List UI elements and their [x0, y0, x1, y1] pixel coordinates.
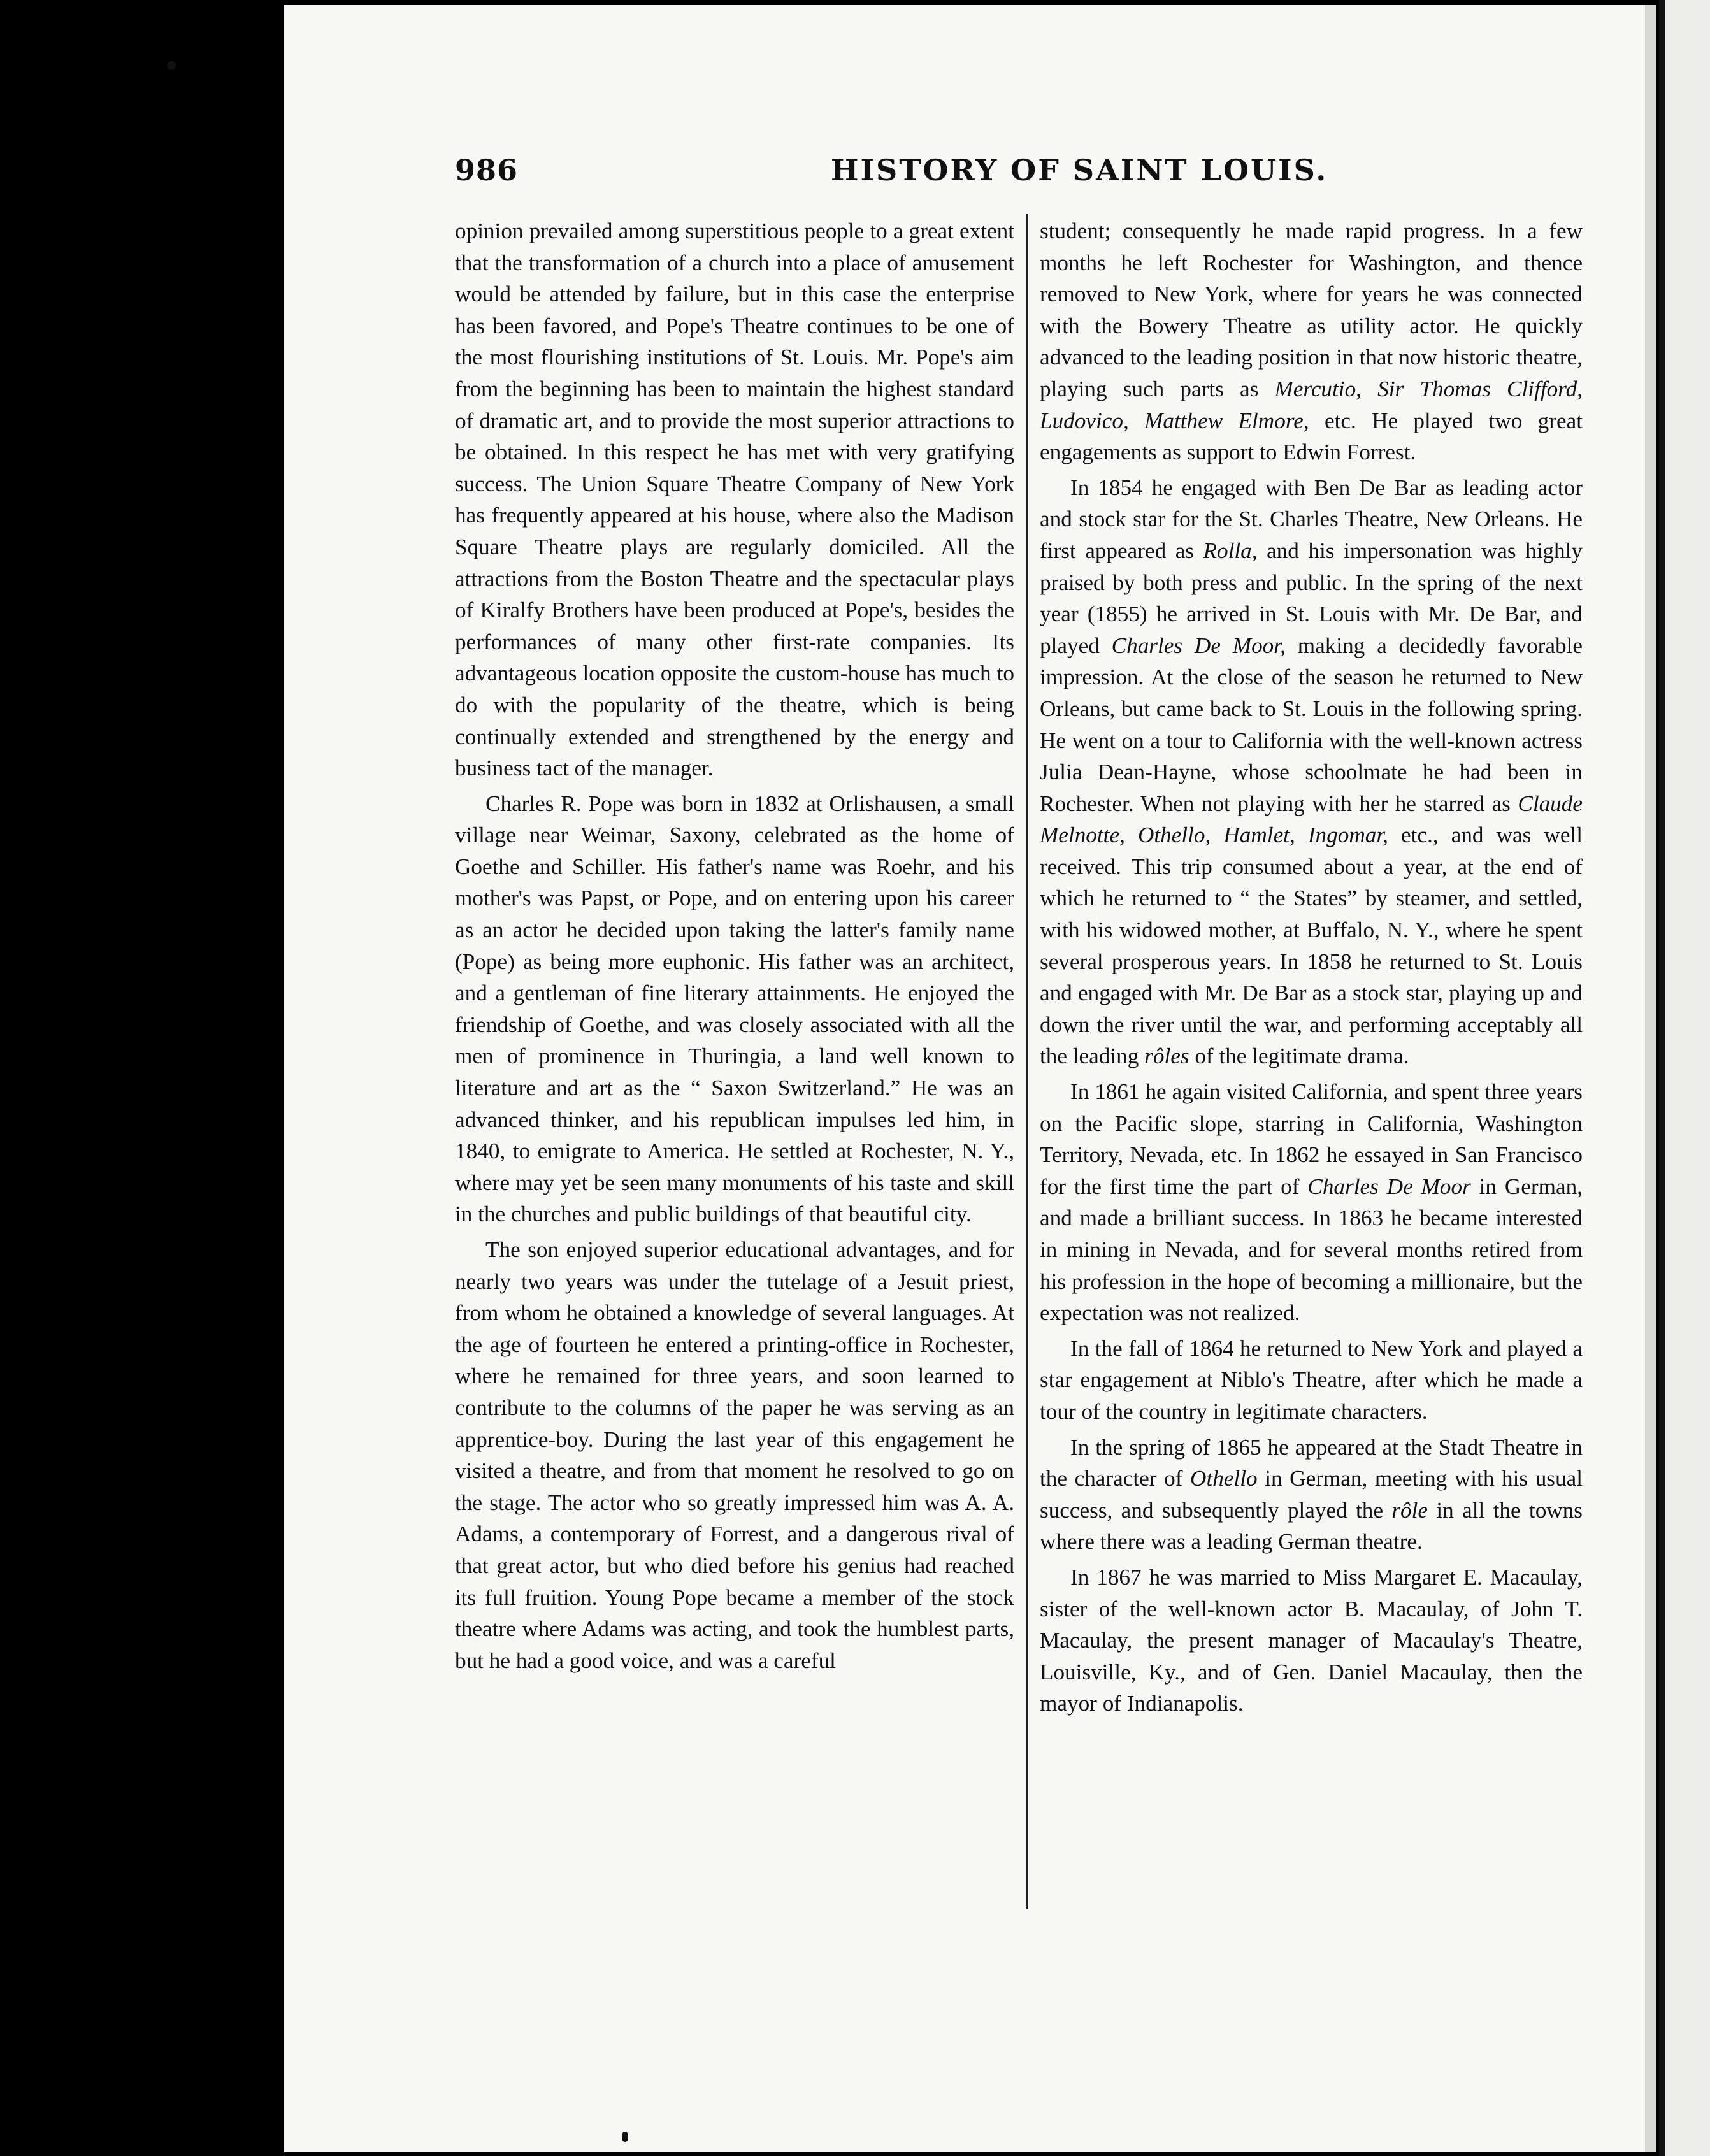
text-run: making a decidedly favorable impression. At the close of the season he returned to New Orleans, but came back to St. Louis in the following spring. He went on a tour to California with the well-known actress Julia Dean-Hayne, whose schoolmate he had been in Rochester. When not playing with her he starred as	[1040, 633, 1583, 816]
paragraph	[1040, 215, 1583, 468]
scan-speck	[167, 61, 176, 70]
text-run: In 1854 he engaged with Ben De Bar as leading actor and stock star for the St. Charles Theatre, New Orleans. He first appeared as	[1040, 475, 1583, 563]
left-column	[455, 215, 1014, 1676]
scan-speck	[622, 2132, 628, 2142]
paragraph: Charles R. Pope was born in 1832 at Orlishausen, a small village near Weimar, Saxony, celebrated as the home of Goethe and Schiller. His father's name was Roehr, and his mother's was Papst, or Pope, and on entering upon his career as an actor he decided upon taking the latter's family name (Pope) as being more euphonic. His father was an architect, and a gentleman of fine literary attainments. He enjoyed the friendship of Goethe, and was closely associated with all the men of prominence in Thuringia, a land well known to literature and art as the “ Saxon Switzerland.” He was an advanced thinker, and his republican impulses led him, in 1840, to emigrate to America. He settled at Rochester, N. Y., where may yet be seen many monuments of his taste and skill in the churches and public buildings of that beautiful city.	[455, 791, 1014, 1227]
text-run: etc., and was well received. This trip consumed about a year, at the end of which he returned to “ the States” by steamer, and settled, with his widowed mother, at Buffalo, N. Y., where he spent several prosperous years. In 1858 he returned to St. Louis and engaged with Mr. De Bar as a stock star, playing up and down the river until the war, and performing acceptably all the leading	[1040, 823, 1583, 1069]
italic-word: rôle	[1391, 1497, 1428, 1523]
role-name: Charles De Moor,	[1111, 633, 1286, 658]
paragraph: opinion prevailed among superstitious people to a great extent that the transformation of a church into a place of amusement would be attended by failure, but in this case the enterprise has been favored, and Pope's Theatre continues to be one of the most flourishing institutions of St. Louis. Mr. Pope's aim from the beginning has been to maintain the highest standard of dramatic art, and to provide the most superior attractions to be obtained. In this respect he has met with very gratifying success. The Union Square Theatre Company of New York has frequently appeared at his house, where also the Madison Square Theatre plays are regularly domiciled. All the attractions from the Boston Theatre and the spectacular plays of Kiralfy Brothers have been produced at Pope's, besides the performances of many other first-rate companies. Its advantageous location opposite the custom-house has much to do with the popularity of the theatre, which is being continually extended and strengthened by the energy and business tact of the manager.	[455, 219, 1014, 781]
right-column	[1040, 215, 1583, 1720]
paragraph	[1040, 472, 1583, 1072]
text-run: of the legitimate drama.	[1189, 1044, 1409, 1069]
text-run: student; consequently he made rapid progress. In a few months he left Rochester for Washington, and thence removed to New York, where for years he was connected with the Bowery Theatre as utility actor. He quickly advanced to the leading position in that now historic theatre, playing such parts as	[1040, 219, 1583, 401]
paragraph: The son enjoyed superior educational advantages, and for nearly two years was under the tutelage of a Jesuit priest, from whom he obtained a knowledge of several languages. At the age of fourteen he entered a printing-office in Rochester, where he remained for three years, and soon learned to contribute to the columns of the paper he was serving as an apprentice-boy. During the last year of this engagement he visited a theatre, and from that moment he resolved to go on the stage. The actor who so greatly impressed him was A. A. Adams, a contemporary of Forrest, and a dangerous rival of that great actor, but who died before his genius had reached its full fruition. Young Pope became a member of the stock theatre where Adams was acting, and took the humblest parts, but he had a good voice, and was a careful	[455, 1237, 1014, 1673]
role-names: Claude Melnotte, Othello, Hamlet, Ingomar,	[1040, 791, 1583, 848]
role-name: Charles De Moor	[1307, 1174, 1471, 1199]
text-run: In the spring of 1865 he appeared at the Stadt Theatre in the character of	[1040, 1434, 1583, 1491]
page-number: 986	[455, 153, 519, 187]
text-run: in German, and made a brilliant success. In 1863 he became interested in mining in Nevada, and for several months retired from his profession in the hope of becoming a millionaire, but the expectation was not realized.	[1040, 1174, 1583, 1326]
paragraph	[1040, 1076, 1583, 1329]
running-title: HISTORY OF SAINT LOUIS.	[831, 153, 1328, 187]
role-name: Othello	[1190, 1466, 1258, 1491]
paragraph: In the fall of 1864 he returned to New York and played a star engagement at Niblo's Theatre, after which he made a tour of the country in legitimate characters.	[1040, 1335, 1583, 1424]
paragraph: In 1867 he was married to Miss Margaret E. Macaulay, sister of the well-known actor B. Macaulay, of John T. Macaulay, the present manager of Macaulay's Theatre, Louisville, Ky., and of Gen. Daniel Macaulay, then the mayor of Indianapolis.	[1040, 1564, 1583, 1716]
role-name: Rolla,	[1203, 538, 1258, 563]
adjacent-page-edge	[1659, 0, 1710, 2156]
text-run: in all the towns where there was a leading German theatre.	[1040, 1497, 1583, 1555]
text-run: and his impersonation was highly praised by both press and public. In the spring of the next year (1855) he arrived in St. Louis with Mr. De Bar, and played	[1040, 538, 1583, 658]
page-header	[455, 153, 1581, 198]
column-divider	[1026, 214, 1028, 1909]
text-run: in German, meeting with his usual success, and subsequently played the	[1040, 1466, 1583, 1523]
italic-word: rôles	[1144, 1044, 1189, 1069]
role-names: Mercutio, Sir Thomas Clifford, Ludovico, Matthew Elmore,	[1040, 376, 1583, 433]
text-run: In 1861 he again visited California, and spent three years on the Pacific slope, starring in California, Washington Territory, Nevada, etc. In 1862 he essayed in San Francisco for the first time the part of	[1040, 1079, 1583, 1199]
paragraph	[1040, 1432, 1583, 1558]
text-run: etc. He played two great engagements as support to Edwin Forrest.	[1040, 408, 1583, 465]
